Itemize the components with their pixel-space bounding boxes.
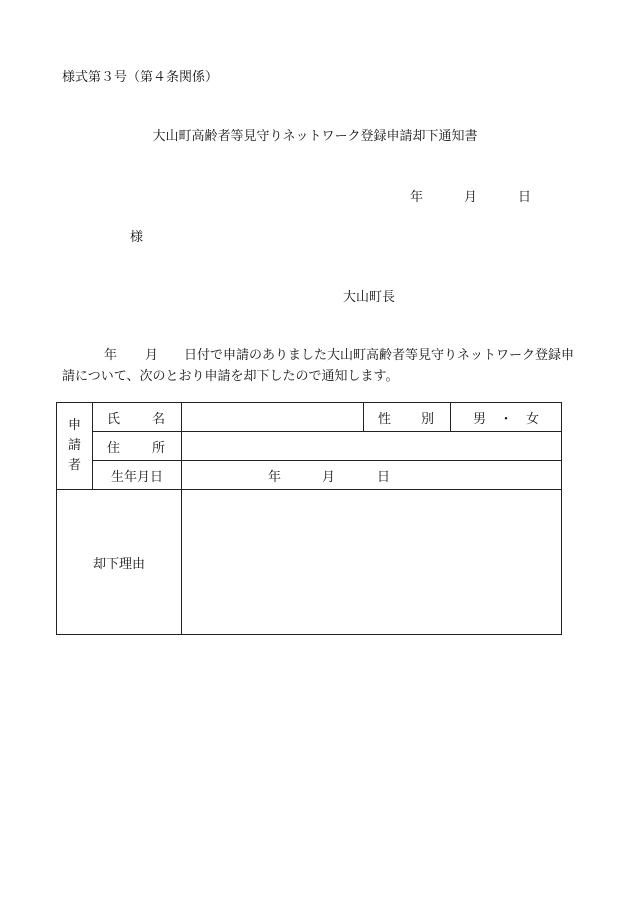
address-label-cell: [93, 432, 182, 461]
date-day-unit: 日: [518, 190, 532, 205]
address-label-char: 住: [107, 440, 121, 456]
sex-value-cell[interactable]: [451, 403, 562, 432]
issuer-name: 大山町長: [343, 290, 396, 305]
body-text: 日付で申請のありました大山町高齢者等見守りネットワーク登録申請について、次のとおり申請を却下したので通知します。: [62, 348, 575, 384]
reason-label: 却下理由: [92, 556, 145, 572]
applicant-char: 請: [67, 438, 81, 453]
sex-label-char: 別: [420, 411, 434, 427]
sex-option-female: 女: [525, 411, 539, 427]
notice-body: [62, 345, 582, 387]
dob-label-cell: [93, 461, 182, 490]
dob-label: 生年月日: [110, 469, 163, 485]
dob-value-cell[interactable]: [182, 461, 562, 490]
reason-value-cell[interactable]: [182, 490, 562, 635]
applicant-header-cell: [57, 403, 93, 490]
form-number-label: 様式第３号（第４条関係）: [62, 70, 219, 85]
addressee-suffix: 様: [130, 230, 144, 245]
sex-label-char: 性: [378, 411, 392, 427]
applicant-char: 者: [67, 458, 81, 473]
sex-option-male: 男: [473, 411, 487, 427]
dob-year-unit: 年: [268, 469, 282, 485]
applicant-char: 申: [67, 418, 81, 433]
date-month-unit: 月: [464, 190, 478, 205]
document-title: 大山町高齢者等見守りネットワーク登録申請却下通知書: [152, 129, 478, 144]
sex-option-separator: ・: [499, 411, 513, 427]
sex-label-cell: [364, 403, 451, 432]
body-year-unit: 年: [104, 348, 118, 363]
address-value-cell[interactable]: [182, 432, 562, 461]
body-month-unit: 月: [145, 348, 159, 363]
name-label-char: 氏: [107, 411, 121, 427]
name-value-cell[interactable]: [182, 403, 364, 432]
address-label-char: 所: [151, 440, 165, 456]
date-year-unit: 年: [410, 190, 424, 205]
reason-label-cell: [57, 490, 182, 635]
applicant-table: [56, 402, 562, 635]
name-label-cell: [93, 403, 182, 432]
dob-day-unit: 日: [377, 469, 391, 485]
name-label-char: 名: [151, 411, 165, 427]
dob-month-unit: 月: [322, 469, 336, 485]
